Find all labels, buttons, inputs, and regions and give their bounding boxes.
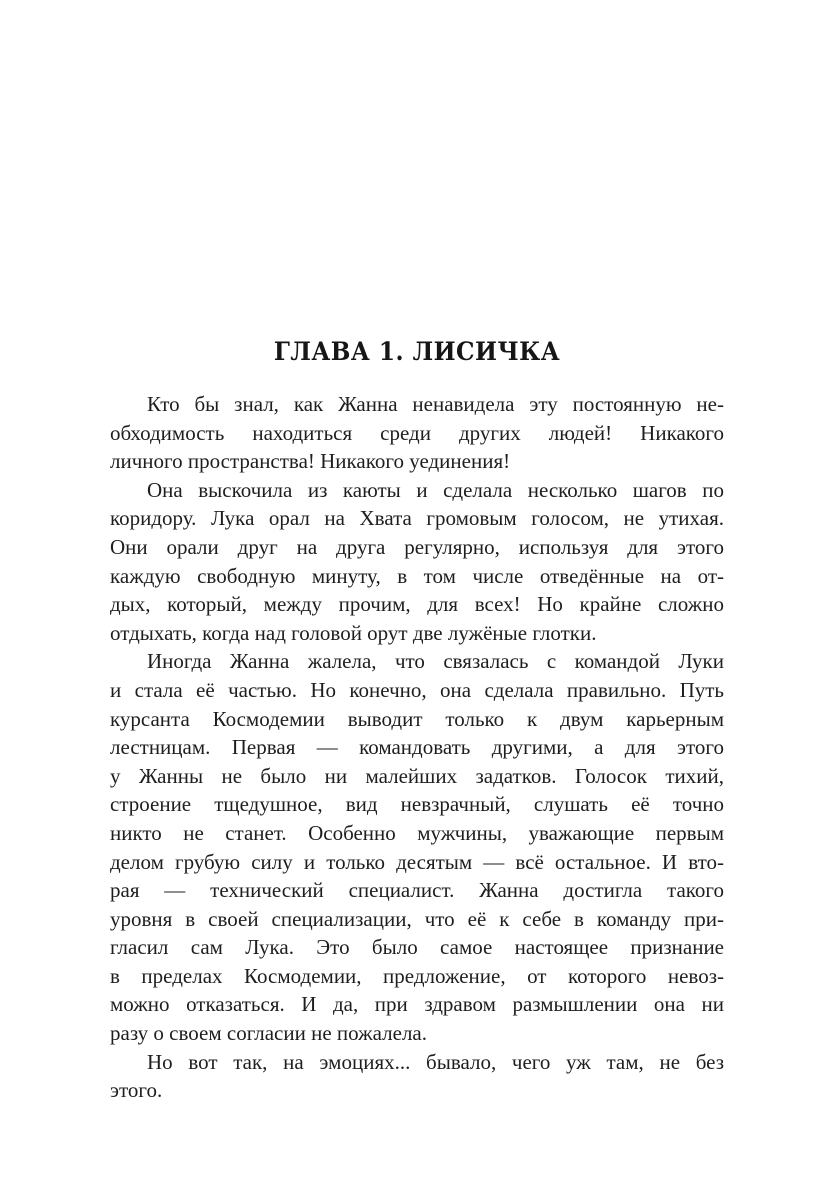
text-line: курсанта Космодемии выводит только к двум карьерным xyxy=(110,706,724,731)
text-line: Они орали друг на друга регулярно, используя для этого xyxy=(110,534,724,559)
text-line: строение тщедушное, вид невзрачный, слушать её точно xyxy=(110,792,724,817)
text-line: уровня в своей специализации, что её к себе в команду при- xyxy=(110,906,724,931)
text-line: каждую свободную минуту, в том числе отведённые на от- xyxy=(110,563,724,588)
text-line: дых, который, между прочим, для всех! Но крайне сложно xyxy=(110,592,724,617)
chapter-title: ГЛАВА 1. ЛИСИЧКА xyxy=(273,337,561,366)
paragraph xyxy=(110,1048,724,1105)
text-line: Но вот так, на эмоциях... бывало, чего уж там, не без xyxy=(147,1049,724,1074)
text-line: разу о своем согласии не пожалела. xyxy=(110,1021,427,1046)
text-line: рая — технический специалист. Жанна достигла такого xyxy=(110,878,724,903)
text-line: никто не станет. Особенно мужчины, уважающие первым xyxy=(110,820,724,845)
body-text xyxy=(110,390,724,1105)
text-line: у Жанны не было ни малейших задатков. Голосок тихий, xyxy=(110,763,724,788)
text-line: в пределах Космодемии, предложение, от которого невоз- xyxy=(110,963,724,988)
text-line: можно отказаться. И да, при здравом размышлении она ни xyxy=(110,992,724,1017)
text-line: и стала её частью. Но конечно, она сделала правильно. Путь xyxy=(110,677,724,702)
text-line: Она выскочила из каюты и сделала несколько шагов по xyxy=(147,477,724,502)
text-line: отдыхать, когда над головой орут две лужёные глотки. xyxy=(110,620,597,645)
paragraph xyxy=(110,476,724,648)
text-line: делом грубую силу и только десятым — всё остальное. И вто- xyxy=(110,849,724,874)
paragraph xyxy=(110,647,724,1047)
text-line: коридору. Лука орал на Хвата громовым голосом, не утихая. xyxy=(110,506,724,531)
text-line: Иногда Жанна жалела, что связалась с командой Луки xyxy=(147,649,724,674)
paragraph xyxy=(110,390,724,476)
text-line: Кто бы знал, как Жанна ненавидела эту постоянную не- xyxy=(147,392,724,416)
text-line: лестницам. Первая — командовать другими, а для этого xyxy=(110,735,724,760)
text-line: обходимость находиться среди других людей! Никакого xyxy=(110,420,724,445)
text-line: этого. xyxy=(110,1078,163,1103)
text-line: личного пространства! Никакого уединения! xyxy=(110,449,511,474)
text-line: гласил сам Лука. Это было самое настоящее признание xyxy=(110,935,724,960)
